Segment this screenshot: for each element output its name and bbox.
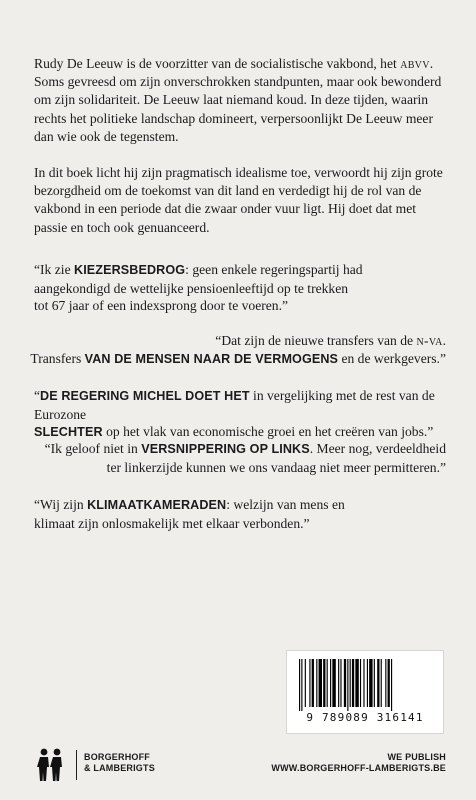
publisher-website: WWW.BORGERHOFF-LAMBERIGTS.BE [271,763,446,773]
barcode-bar [327,659,328,707]
barcode-bar [347,659,348,711]
barcode-bar [381,659,382,707]
barcode [286,650,444,734]
quote-transfers: “Dat zijn de nieuwe transfers van de n-va. Transfers VAN DE MENSEN NAAR DE VERMOGENS en de werkgevers.” [30,333,446,366]
barcode-bar [309,659,310,707]
barcode-bar [377,659,379,707]
quote-klimaatkameraden: “Wij zijn KLIMAATKAMERADEN: welzijn van mens en klimaat zijn onlosmakelijk met elkaar verbonden.” [34,497,345,531]
quote-highlight: SLECHTER [34,425,103,439]
intro-text [34,55,444,237]
barcode-bar [369,659,372,707]
barcode-bars [297,659,433,711]
barcode-bar [374,659,375,707]
barcode-bar [319,659,322,707]
quote-highlight: KLIMAATKAMERADEN [87,498,227,512]
quote-versnippering: “Ik geloof niet in VERSNIPPERING OP LINKS. Meer nog, verdeeldheid ter linkerzijde kunnen we ons vandaag niet meer permitteren.” [44,441,446,475]
barcode-bar [340,659,341,707]
quote-kiezersbedrog: “Ik zie KIEZERSBEDROG: geen enkele regeringspartij had aangekondigd de wettelijke pensioenleeftijd op te trekken tot 67 jaar of een indexsprong door te voeren.” [34,262,363,313]
publisher-name: BORGERHOFF & LAMBERIGTS [84,752,155,773]
nva-acronym: n-va [416,333,443,348]
intro-paragraph-1: Rudy De Leeuw is de voorzitter van de socialistische vakbond, het abvv. Soms gevreesd om zijn onverschrokken standpunten, maar ook bewonderd om zijn solidariteit. De Leeuw laat niemand koud. In deze tijden, waarin rechts het politieke landschap domineert, verpersoonlijkt De Leeuw meer dan wie ook de tegenstem. [34,56,442,144]
barcode-bar [355,659,358,707]
barcode-bar [330,659,331,707]
barcode-bar [323,659,325,707]
quote-highlight: VERSNIPPERING OP LINKS [141,442,310,456]
logo-divider [76,750,77,780]
barcode-bar [363,659,364,707]
publisher-info [271,752,446,774]
quote-highlight: DE REGERING MICHEL DOET HET [40,389,250,403]
barcode-bar [385,659,386,707]
barcode-bar [305,659,306,707]
quote-regering-michel: “DE REGERING MICHEL DOET HET in vergelijking met de rest van de Eurozone SLECHTER op het vlak van economische groei en het creëren van jobs.” [34,388,435,439]
two-figures-logo-icon [33,748,69,786]
barcode-bar [391,659,392,711]
barcode-bar [344,659,346,707]
quote-highlight: VAN DE MENSEN NAAR DE VERMOGENS [84,351,339,366]
intro-paragraph-2: In dit boek licht hij zijn pragmatisch idealisme toe, verwoordt hij zijn grote bezorgdheid om de toekomst van dit land en verdedigt hij de rol van de vakbond in een periode dat die zwaar onder vuur ligt. Hij doet dat met passie en toch ook genuanceerd. [34,165,443,235]
barcode-bar [367,659,368,707]
barcode-bar [316,659,317,707]
abvv-acronym: abvv [400,56,430,71]
barcode-bar [332,659,335,707]
barcode-bar [350,659,351,707]
isbn-number: 9 789089 316141 [306,711,424,724]
barcode-bar [301,659,302,711]
publisher-tagline: WE PUBLISH [387,752,446,762]
barcode-bar [299,659,300,711]
barcode-bar [388,659,390,707]
barcode-bar [352,659,354,707]
barcode-bar [312,659,314,707]
quote-highlight: KIEZERSBEDROG [74,263,186,277]
barcode-bar [338,659,339,707]
barcode-bar [360,659,361,707]
